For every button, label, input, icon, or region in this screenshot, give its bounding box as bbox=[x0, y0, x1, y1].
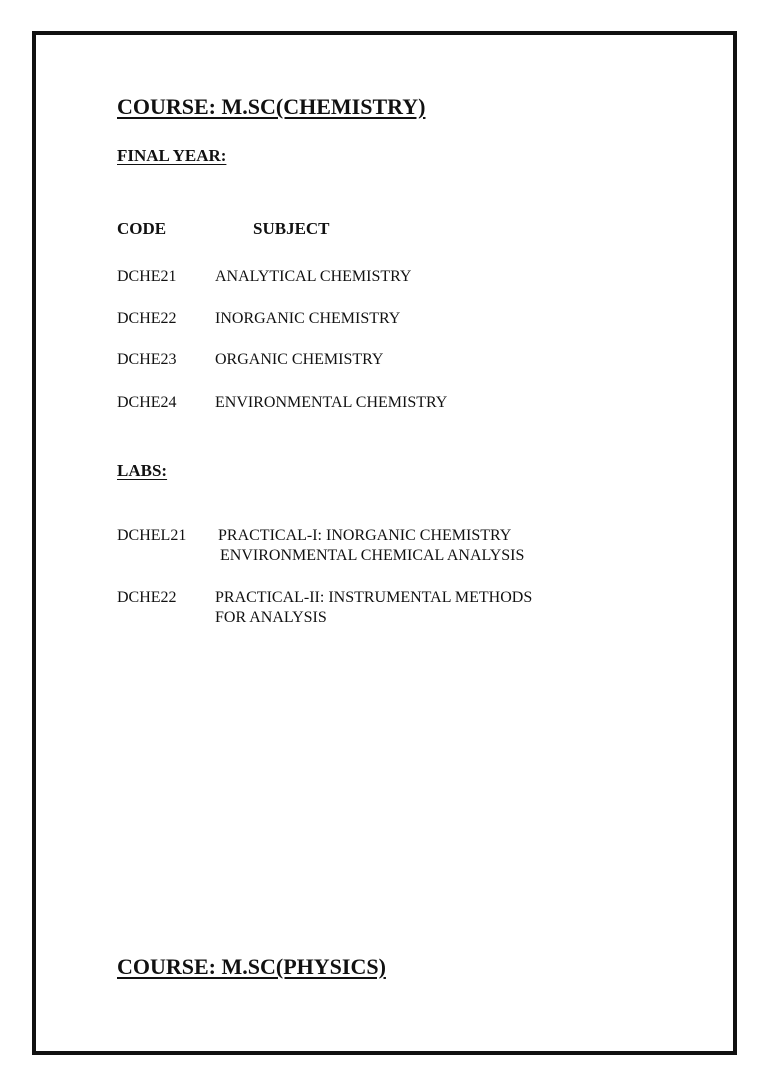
lab-title-line-2: FOR ANALYSIS bbox=[215, 609, 327, 626]
subject-column-header: SUBJECT bbox=[253, 219, 330, 238]
subject-name: INORGANIC CHEMISTRY bbox=[215, 310, 401, 327]
subject-code: DCHE22 bbox=[117, 310, 177, 327]
course-title-chemistry: COURSE: M.SC(CHEMISTRY) bbox=[117, 94, 426, 119]
subject-code: DCHE24 bbox=[117, 394, 177, 411]
final-year-heading: FINAL YEAR: bbox=[117, 146, 227, 165]
course-title-physics: COURSE: M.SC(PHYSICS) bbox=[117, 954, 386, 979]
subject-name: ANALYTICAL CHEMISTRY bbox=[215, 268, 412, 285]
lab-code: DCHE22 bbox=[117, 589, 177, 606]
lab-title-line-1: PRACTICAL-I: INORGANIC CHEMISTRY bbox=[218, 527, 512, 544]
subject-code: DCHE21 bbox=[117, 268, 177, 285]
lab-title-line-2: ENVIRONMENTAL CHEMICAL ANALYSIS bbox=[220, 547, 525, 564]
subject-name: ENVIRONMENTAL CHEMISTRY bbox=[215, 394, 448, 411]
lab-title-line-1: PRACTICAL-II: INSTRUMENTAL METHODS bbox=[215, 589, 533, 606]
subject-name: ORGANIC CHEMISTRY bbox=[215, 351, 384, 368]
code-column-header: CODE bbox=[117, 219, 167, 238]
lab-code: DCHEL21 bbox=[117, 527, 187, 544]
labs-heading: LABS: bbox=[117, 461, 168, 480]
subject-code: DCHE23 bbox=[117, 351, 177, 368]
